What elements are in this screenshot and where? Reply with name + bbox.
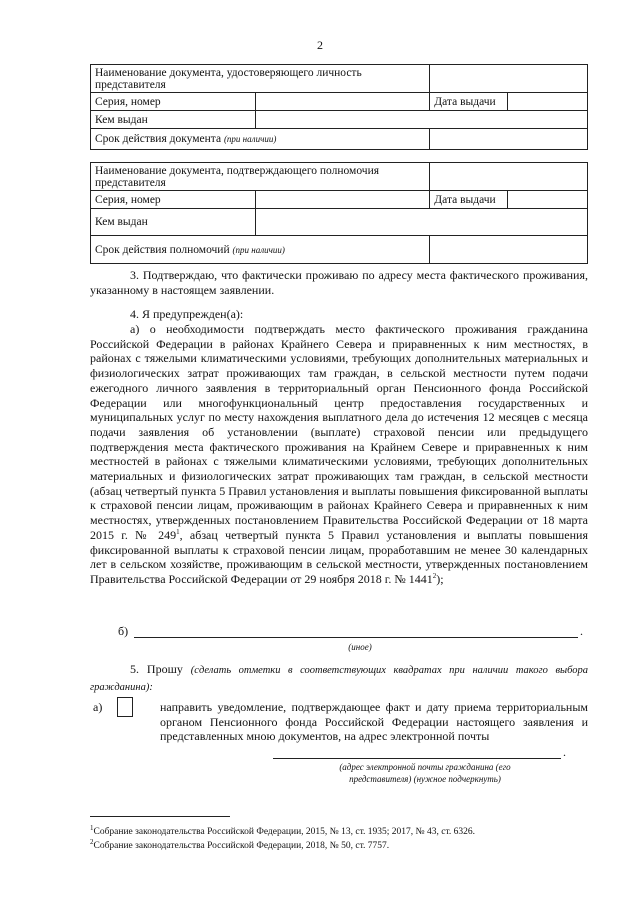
issue-date-label: Дата выдачи: [430, 93, 508, 111]
footnote-ref-2: 2: [432, 571, 437, 580]
footnote-1: [90, 823, 476, 838]
option-a-label: а): [93, 700, 103, 714]
section-5-heading: [90, 662, 588, 695]
doc-name-field[interactable]: [430, 65, 588, 93]
item-a-end: );: [436, 571, 444, 586]
footnote-2: [90, 837, 390, 852]
footnote-1-text: Собрание законодательства Российской Федерации, 2015, № 13, ст. 1935; 2017, № 43, ст. 6326.: [93, 827, 476, 837]
authority-series-label: Серия, номер: [91, 191, 256, 209]
item-b-field[interactable]: [134, 624, 578, 638]
authority-issued-by-label: Кем выдан: [91, 209, 256, 236]
series-field[interactable]: [255, 93, 430, 111]
issued-by-label: Кем выдан: [91, 111, 256, 129]
doc-name-label: Наименование документа, удостоверяющего личность представителя: [91, 65, 430, 93]
option-a-checkbox[interactable]: [117, 697, 133, 717]
section-3-text: 3. Подтверждаю, что фактически проживаю по адресу места фактического проживания, указанному в настоящем заявлении.: [90, 268, 588, 297]
item-a-cont: , абзац четвертый пункта 5 Правил установления и выплаты повышения фиксированной выплаты к страховой пенсии лицам, проработавшим не менее 30 календарных лет в сельском хозяйстве, проживающим в сельской местности, утвержденных постановлением Правительства Российской Федерации от 29 ноября 2018 г. № 1441: [90, 527, 588, 586]
authority-issued-by-field[interactable]: [255, 209, 587, 236]
option-a-end: .: [563, 745, 566, 759]
authority-doc-name-label: Наименование документа, подтверждающего полномочия представителя: [91, 163, 430, 191]
email-hint-2: представителя) (нужное подчеркнуть): [349, 774, 501, 784]
footnote-1-mark: 1: [90, 823, 94, 832]
item-b-end: .: [580, 624, 583, 638]
issued-by-field[interactable]: [255, 111, 587, 129]
validity-field[interactable]: [430, 129, 588, 150]
section-4-item-a: [90, 322, 588, 587]
authority-validity-label: [91, 236, 430, 264]
issue-date-field[interactable]: [508, 93, 588, 111]
item-b-label: б): [118, 624, 129, 638]
footnote-2-text: Собрание законодательства Российской Федерации, 2018, № 50, ст. 7757.: [93, 841, 390, 851]
validity-note: (при наличии): [223, 134, 277, 144]
series-label: Серия, номер: [91, 93, 256, 111]
email-field[interactable]: [273, 745, 561, 759]
validity-label-text: Срок действия документа: [95, 133, 222, 145]
item-b-hint: (иное): [348, 642, 372, 652]
section-5-heading-text: 5. Прошу: [130, 662, 183, 676]
representative-authority-table: [90, 162, 588, 264]
page-number: 2: [317, 38, 323, 52]
email-hint-1: (адрес электронной почты гражданина (его: [339, 762, 511, 772]
authority-validity-field[interactable]: [430, 236, 588, 264]
authority-issue-date-field[interactable]: [508, 191, 588, 209]
footnote-2-mark: 2: [90, 837, 94, 846]
authority-issue-date-label: Дата выдачи: [430, 191, 508, 209]
authority-validity-label-text: Срок действия полномочий: [95, 243, 230, 256]
authority-doc-name-field[interactable]: [430, 163, 588, 191]
item-a-main: а) о необходимости подтверждать место фактического проживания гражданина Российской Федерации в районах Крайнего Севера и приравненных к ним местностях, в районах с тяжелыми климатическими условиями, требующих дополнительных материальных и физиологических затрат проживающих там граждан, в сельской местности путем подачи ежегодного личного заявления в территориальный орган Пенсионного фонда Российской Федерации или многофункциональный центр предоставления государственных и муниципальных услуг по месту нахождения выплатного дела до истечения 12 месяцев с месяца подачи заявления об установлении (выплате) страховой пенсии или предыдущего подтверждения места фактического проживания на Крайнем Севере и приравненных к ним местностей в районах с тяжелыми климатическими условиями, требующих дополнительных материальных и физиологических затрат проживающих там граждан, в сельской местности (абзац четвертый пункта 5 Правил установления и выплаты повышения фиксированной выплаты к страховой пенсии лицам, проживающим в районах Крайнего Севера и приравненных к ним местностях, утвержденных постановлением Правительства Российской Федерации от 18 марта 2015 г. № 249: [90, 322, 588, 542]
footnote-ref-1: 1: [176, 527, 180, 536]
validity-label: [91, 129, 430, 150]
section-4-heading: 4. Я предупрежден(а):: [130, 307, 244, 321]
section-5-heading-note: (сделать отметки в соответствующих квадратах при наличии такого выбора гражданина):: [90, 665, 589, 693]
footnote-separator: [90, 816, 230, 817]
option-a-text: направить уведомление, подтверждающее факт и дату приема территориальным органом Пенсионного фонда Российской Федерации настоящего заявления и представленных мною документов, на адрес электронной почты: [160, 700, 588, 744]
representative-id-table: [90, 64, 588, 150]
authority-series-field[interactable]: [255, 191, 430, 209]
authority-validity-note: (при наличии): [232, 244, 285, 255]
